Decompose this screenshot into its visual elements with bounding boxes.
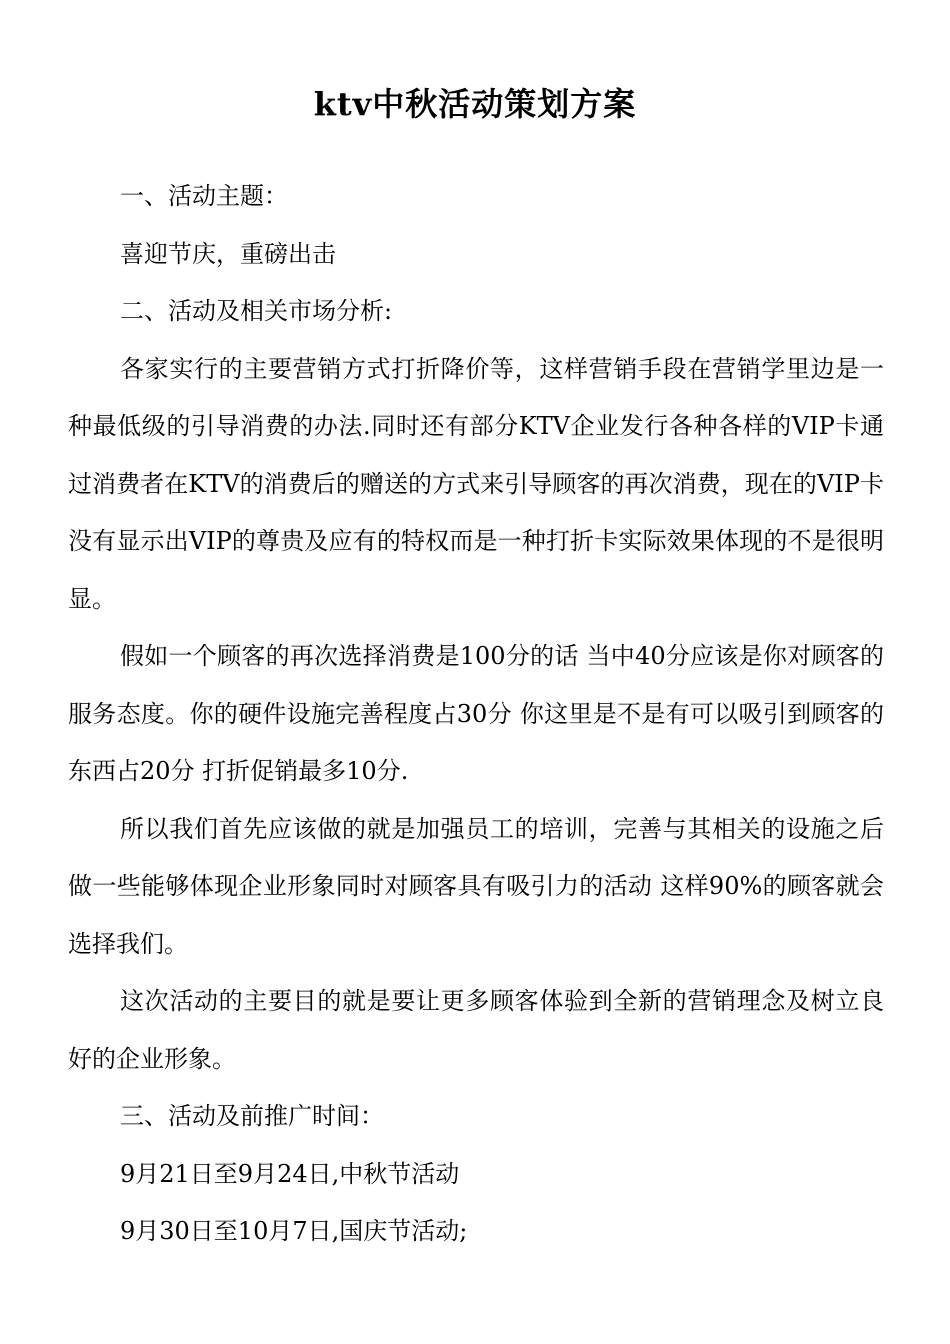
section-heading-theme: 一、活动主题： — [120, 182, 288, 210]
document-body — [68, 168, 884, 1261]
schedule-national-day: 9月30日至10月7日,国庆节活动; — [120, 1217, 468, 1245]
paragraph-activity-goal: 这次活动的主要目的就是要让更多顾客体验到全新的营销理念及树立良好的企业形象。 — [68, 987, 884, 1073]
theme-text: 喜迎节庆，重磅出击 — [120, 239, 336, 268]
paragraph-marketing-methods: 各家实行的主要营销方式打折降价等，这样营销手段在营销学里边是一种最低级的引导消费的办法.同时还有部分KTV企业发行各种各样的VIP卡通过消费者在KTV的消费后的赠送的方式来引导顾客的再次消费，现在的VIP卡没有显示出VIP的尊贵及应有的特权而是一种打折卡实际效果体现的不是很明显。 — [68, 354, 884, 613]
paragraph-customer-score: 假如一个顾客的再次选择消费是100分的话 当中40分应该是你对顾客的服务态度。你的硬件设施完善程度占30分 你这里是不是有可以吸引到顾客的东西占20分 打折促销最多10分. — [68, 642, 884, 785]
section-heading-market-analysis: 二、活动及相关市场分析: — [120, 297, 393, 325]
paragraph-staff-training: 所以我们首先应该做的就是加强员工的培训，完善与其相关的设施之后做一些能够体现企业形象同时对顾客具有吸引力的活动 这样90%的顾客就会选择我们。 — [68, 814, 884, 958]
schedule-mid-autumn: 9月21日至9月24日,中秋节活动 — [120, 1159, 460, 1188]
document-title: ktv中秋活动策划方案 — [313, 85, 637, 123]
section-heading-promotion-time: 三、活动及前推广时间： — [120, 1102, 384, 1130]
